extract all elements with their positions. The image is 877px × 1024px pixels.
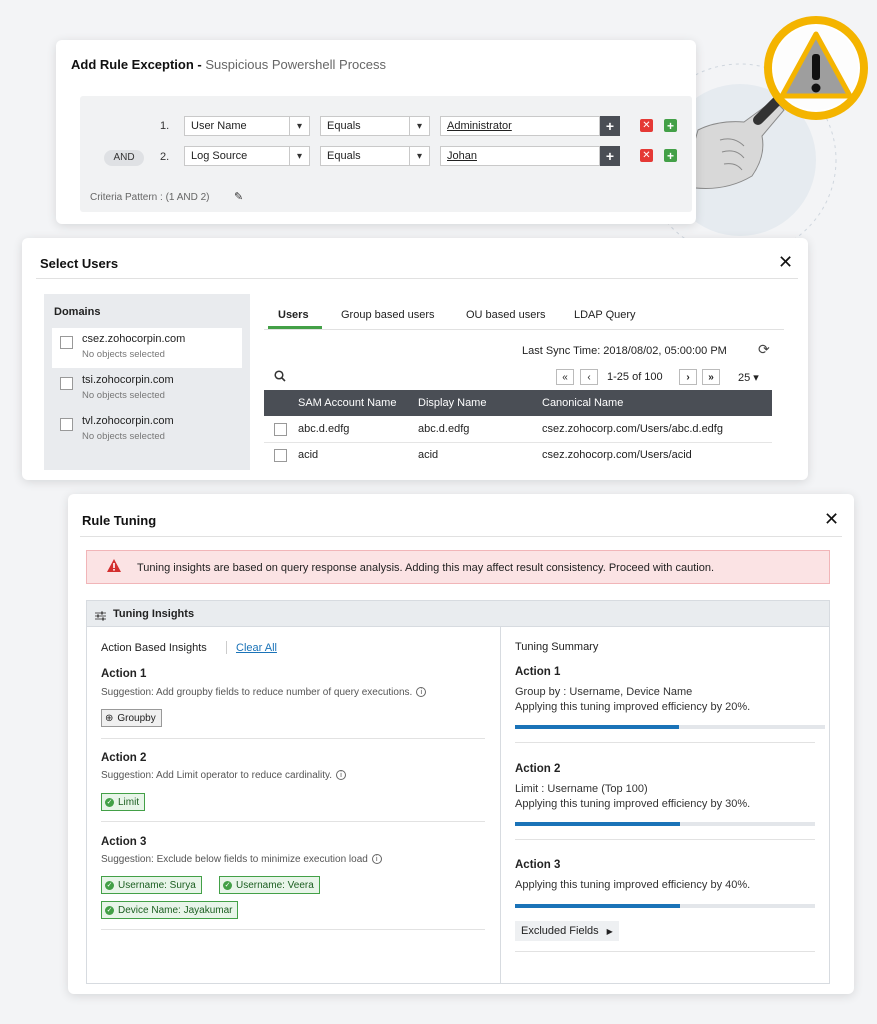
operator-select[interactable] xyxy=(320,116,430,136)
excluded-field-chip[interactable] xyxy=(101,876,202,894)
page-range: 1-25 of 100 xyxy=(607,371,663,383)
column-header[interactable]: SAM Account Name xyxy=(298,397,397,409)
excluded-field-chip[interactable] xyxy=(219,876,320,894)
field-select-value: User Name xyxy=(191,120,247,132)
chip-label: Username: Surya xyxy=(118,879,196,891)
column-divider xyxy=(500,627,501,983)
canonical-name: csez.zohocorp.com/Users/acid xyxy=(542,449,692,462)
check-circle-icon: ✓ xyxy=(106,882,113,889)
info-icon[interactable]: i xyxy=(336,770,346,780)
chevron-down-icon: ▾ xyxy=(289,147,309,165)
summary-divider xyxy=(515,839,815,840)
domain-checkbox[interactable] xyxy=(60,418,73,431)
excluded-fields-label: Excluded Fields xyxy=(521,925,599,937)
action-suggestion xyxy=(101,854,382,865)
row-checkbox[interactable] xyxy=(274,449,287,462)
domain-status: No objects selected xyxy=(82,390,165,401)
domain-status: No objects selected xyxy=(82,431,165,442)
domain-item[interactable] xyxy=(52,328,242,368)
action-title: Action 3 xyxy=(101,836,147,848)
page-size-value: 25 xyxy=(738,372,751,384)
domain-item[interactable] xyxy=(52,369,242,409)
summary-title: Action 2 xyxy=(515,763,561,775)
info-icon[interactable]: i xyxy=(416,687,426,697)
row-checkbox[interactable] xyxy=(274,423,287,436)
chip-label: Username: Veera xyxy=(236,879,314,891)
close-icon[interactable]: ✕ xyxy=(824,509,840,529)
summary-line: Limit : Username (Top 100) xyxy=(515,783,648,795)
display-name: abc.d.edfg xyxy=(418,422,470,435)
table-row[interactable] xyxy=(264,416,772,442)
header-pipe xyxy=(226,641,227,654)
field-select[interactable] xyxy=(184,116,310,136)
tab-ldap-query[interactable]: LDAP Query xyxy=(574,309,636,321)
action-suggestion xyxy=(101,687,426,698)
refresh-icon[interactable]: ⟳ xyxy=(758,341,770,357)
users-table xyxy=(264,390,772,468)
action-title: Action 2 xyxy=(101,752,147,764)
dialog-title: Rule Tuning xyxy=(82,513,157,528)
pencil-icon[interactable]: ✎ xyxy=(234,191,244,203)
select-users-dialog xyxy=(22,238,808,480)
add-row-button[interactable]: + xyxy=(664,149,677,162)
canonical-name: csez.zohocorp.com/Users/abc.d.edfg xyxy=(542,422,723,435)
value-text: Johan xyxy=(447,150,477,162)
criteria-pattern: Criteria Pattern : (1 AND 2) xyxy=(90,192,210,203)
efficiency-progress-bar xyxy=(515,904,815,908)
next-page-button[interactable]: › xyxy=(679,369,697,385)
row-number: 1. xyxy=(160,120,170,132)
chevron-down-icon: ▾ xyxy=(289,117,309,135)
action-divider xyxy=(101,738,485,739)
operator-select[interactable] xyxy=(320,146,430,166)
tabs-divider xyxy=(264,329,784,330)
title-separator: - xyxy=(193,57,206,72)
display-name: acid xyxy=(418,449,439,462)
chip-label: Groupby xyxy=(117,712,156,724)
table-row[interactable] xyxy=(264,442,772,468)
last-page-button[interactable]: » xyxy=(702,369,720,385)
summary-line: Applying this tuning improved efficiency by 40%. xyxy=(515,879,751,891)
domain-name: tvl.zohocorpin.com xyxy=(82,415,174,427)
progress-fill xyxy=(515,904,680,908)
header-divider xyxy=(36,278,798,279)
efficiency-progress-bar xyxy=(515,725,825,729)
sliders-icon xyxy=(95,608,106,626)
chevron-right-icon: ▶ xyxy=(606,926,613,936)
section-title: Tuning Insights xyxy=(113,608,195,620)
add-row-button[interactable]: + xyxy=(664,119,677,132)
search-icon[interactable] xyxy=(274,369,286,387)
left-header: Action Based Insights xyxy=(101,642,207,654)
check-circle-icon: ✓ xyxy=(224,882,231,889)
summary-title: Action 1 xyxy=(515,666,561,678)
summary-line: Applying this tuning improved efficiency by 20%. xyxy=(515,701,751,713)
chevron-down-icon: ▾ xyxy=(409,117,429,135)
info-icon[interactable]: i xyxy=(372,854,382,864)
domain-status: No objects selected xyxy=(82,349,165,360)
add-rule-exception-panel xyxy=(56,40,696,224)
tab-group-based-users[interactable]: Group based users xyxy=(341,309,435,321)
action-divider xyxy=(101,929,485,930)
suggestion-text: Suggestion: Exclude below fields to minimize execution load xyxy=(101,854,368,865)
summary-title: Action 3 xyxy=(515,859,561,871)
remove-row-button[interactable]: ✕ xyxy=(640,119,653,132)
chevron-down-icon: ▾ xyxy=(409,147,429,165)
dialog-title: Select Users xyxy=(40,256,119,271)
chip-label: Device Name: Jayakumar xyxy=(118,904,233,916)
suggestion-text: Suggestion: Add Limit operator to reduce cardinality. xyxy=(101,770,333,781)
alert-text: Tuning insights are based on query response analysis. Adding this may affect result consistency. Proceed with caution. xyxy=(137,562,715,574)
summary-line: Group by : Username, Device Name xyxy=(515,686,693,698)
domain-item[interactable] xyxy=(52,410,242,450)
value-text: Administrator xyxy=(447,120,512,132)
rule-tuning-dialog xyxy=(68,494,854,994)
efficiency-progress-bar xyxy=(515,822,815,826)
panel-subtitle: Suspicious Powershell Process xyxy=(205,57,386,72)
sam-account-name: abc.d.edfg xyxy=(298,422,350,435)
field-select[interactable] xyxy=(184,146,310,166)
add-value-button[interactable]: + xyxy=(600,116,620,136)
progress-fill xyxy=(515,822,680,826)
last-sync-time: Last Sync Time: 2018/08/02, 05:00:00 PM xyxy=(522,345,727,357)
chip-label: Limit xyxy=(118,796,140,808)
column-header[interactable]: Canonical Name xyxy=(542,397,624,409)
domain-name: csez.zohocorpin.com xyxy=(82,333,186,345)
first-page-button[interactable]: « xyxy=(556,369,574,385)
tuning-insights-panel xyxy=(86,600,830,984)
table-header-row xyxy=(264,390,772,416)
domain-checkbox[interactable] xyxy=(60,336,73,349)
warning-icon xyxy=(107,559,121,575)
operator-select-value: Equals xyxy=(327,120,361,132)
criteria-box xyxy=(80,96,692,212)
close-icon[interactable]: ✕ xyxy=(778,252,794,272)
action-suggestion xyxy=(101,770,346,781)
value-field[interactable] xyxy=(440,116,600,136)
remove-row-button[interactable]: ✕ xyxy=(640,149,653,162)
add-value-button[interactable]: + xyxy=(600,146,620,166)
check-circle-icon: ✓ xyxy=(106,799,113,806)
domain-checkbox[interactable] xyxy=(60,377,73,390)
action-divider xyxy=(101,821,485,822)
suggestion-text: Suggestion: Add groupby fields to reduce number of query executions. xyxy=(101,687,413,698)
section-header xyxy=(87,601,829,627)
and-badge: AND xyxy=(104,150,144,166)
limit-chip[interactable] xyxy=(101,793,145,811)
value-field[interactable] xyxy=(440,146,600,166)
summary-line: Applying this tuning improved efficiency by 30%. xyxy=(515,798,751,810)
prev-page-button[interactable]: ‹ xyxy=(580,369,598,385)
progress-fill xyxy=(515,725,679,729)
caution-alert xyxy=(86,550,830,584)
summary-header: Tuning Summary xyxy=(515,641,599,653)
column-header[interactable]: Display Name xyxy=(418,397,487,409)
groupby-chip[interactable] xyxy=(101,709,162,727)
summary-divider xyxy=(515,951,815,952)
sam-account-name: acid xyxy=(298,449,319,462)
field-select-value: Log Source xyxy=(191,150,248,162)
tab-users[interactable]: Users xyxy=(278,309,309,321)
page-size-select[interactable]: 25 ▾ xyxy=(738,372,759,384)
domain-name: tsi.zohocorpin.com xyxy=(82,374,174,386)
domains-header: Domains xyxy=(54,306,101,318)
summary-divider xyxy=(515,742,815,743)
plus-circle-icon: ⊕ xyxy=(105,712,114,724)
excluded-field-chip[interactable] xyxy=(101,901,238,919)
action-title: Action 1 xyxy=(101,668,147,680)
header-divider xyxy=(80,536,842,537)
excluded-fields-button[interactable] xyxy=(515,921,619,941)
clear-all-link[interactable]: Clear All xyxy=(236,642,277,654)
tab-ou-based-users[interactable]: OU based users xyxy=(466,309,546,321)
panel-title: Add Rule Exception xyxy=(71,57,194,72)
domains-panel xyxy=(44,294,250,470)
check-circle-icon: ✓ xyxy=(106,907,113,914)
operator-select-value: Equals xyxy=(327,150,361,162)
row-number: 2. xyxy=(160,151,170,163)
